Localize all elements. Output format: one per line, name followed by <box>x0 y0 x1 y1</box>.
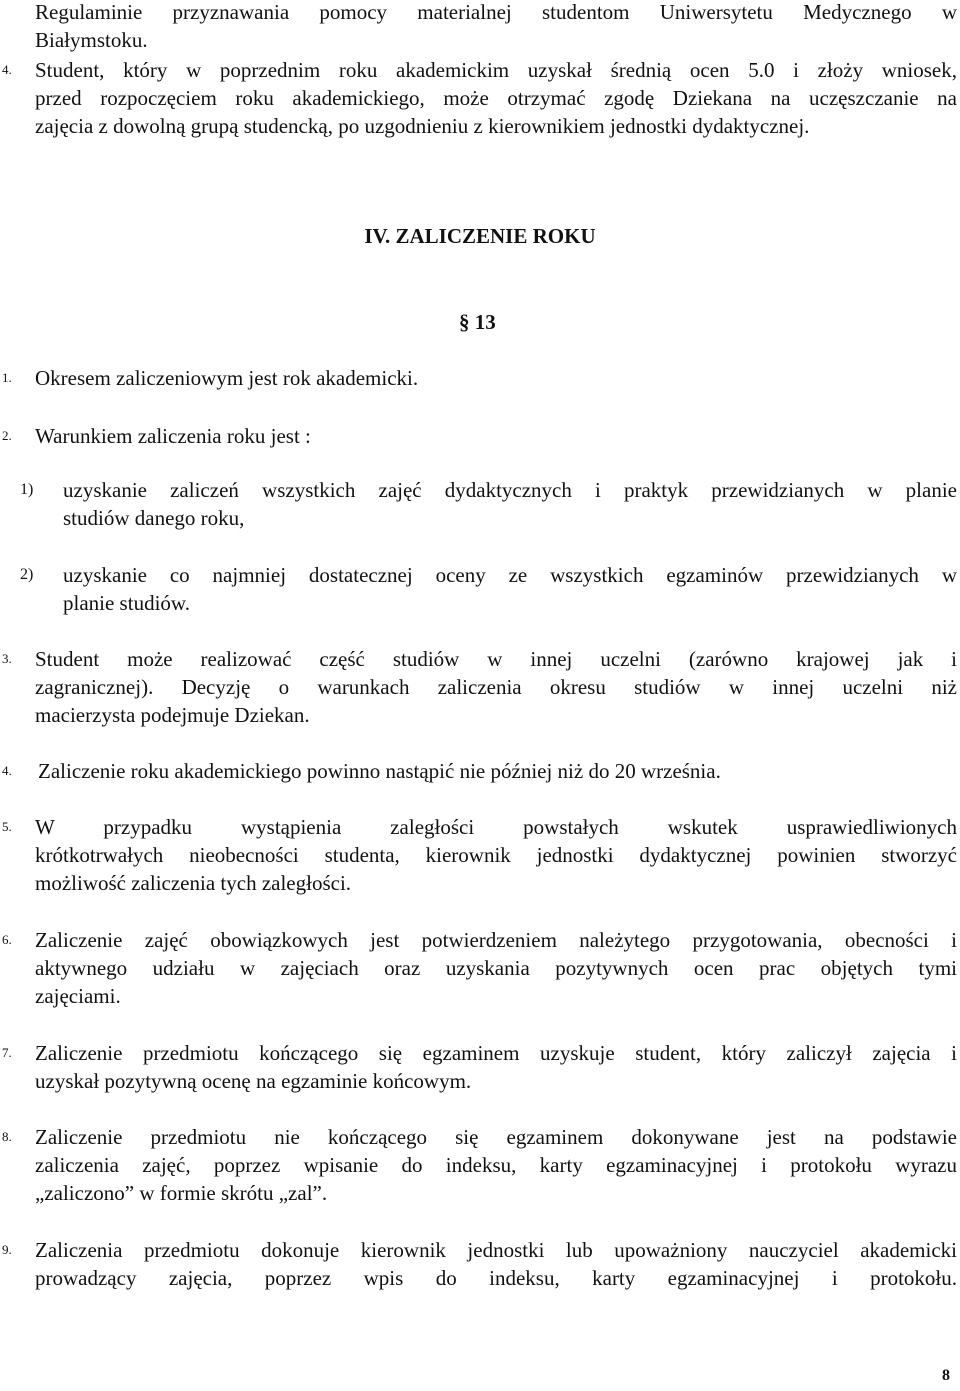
item-5-line-3: możliwość zaliczenia tych zaległości. <box>35 871 352 895</box>
item-7-number: 7. <box>2 1045 12 1060</box>
intro-line-1: Regulaminie przyznawania pomocy materialnej studentom Uniwersytetu Medycznego w <box>35 0 957 24</box>
subitem-1-line-2: studiów danego roku, <box>63 506 245 530</box>
prev-item-4-line-1: Student, który w poprzednim roku akademickim uzyskał średnią ocen 5.0 i złoży wniosek, <box>35 58 957 82</box>
item-4-number: 4. <box>2 763 12 778</box>
item-3-line-3: macierzysta podejmuje Dziekan. <box>35 703 310 727</box>
section-heading: IV. ZALICZENIE ROKU <box>364 224 596 248</box>
item-8-number: 8. <box>2 1129 12 1144</box>
item-5-line-1: W przypadku wystąpienia zaległości powstałych wskutek usprawiedliwionych <box>35 815 957 839</box>
item-7-line-2: uzyskał pozytywną ocenę na egzaminie końcowym. <box>35 1069 472 1093</box>
item-9-line-1: Zaliczenia przedmiotu dokonuje kierownik jednostki lub upoważniony nauczyciel akademicki <box>35 1238 957 1262</box>
subitem-1-line-1: uzyskanie zaliczeń wszystkich zajęć dydaktycznych i praktyk przewidzianych w planie <box>63 478 957 502</box>
item-2-number: 2. <box>2 428 12 443</box>
subitem-1-number: 1) <box>20 481 34 498</box>
prev-item-4-number: 4. <box>2 62 12 77</box>
item-8-line-2: zaliczenia zajęć, poprzez wpisanie do indeksu, karty egzaminacyjnej i protokołu wyrazu <box>35 1153 957 1177</box>
item-4-line-1: Zaliczenie roku akademickiego powinno nastąpić nie później niż do 20 września. <box>38 759 721 783</box>
item-8-line-1: Zaliczenie przedmiotu nie kończącego się egzaminem dokonywane jest na podstawie <box>35 1125 957 1149</box>
item-9-line-2: prowadzący zajęcia, poprzez wpis do indeksu, karty egzaminacyjnej i protokołu. <box>35 1266 957 1290</box>
item-5-number: 5. <box>2 819 12 834</box>
item-3-line-1: Student może realizować część studiów w innej uczelni (zarówno krajowej jak i <box>35 647 957 671</box>
subitem-2-number: 2) <box>20 566 34 583</box>
item-7-line-1: Zaliczenie przedmiotu kończącego się egzaminem uzyskuje student, który zaliczył zajęcia i <box>35 1041 957 1065</box>
intro-line-2: Białymstoku. <box>35 28 148 52</box>
subitem-2-line-2: planie studiów. <box>63 591 190 615</box>
item-3-number: 3. <box>2 651 12 666</box>
item-6-line-1: Zaliczenie zajęć obowiązkowych jest potwierdzeniem należytego przygotowania, obecności i <box>35 928 957 952</box>
item-9-number: 9. <box>2 1242 12 1257</box>
subitem-2-line-1: uzyskanie co najmniej dostatecznej oceny ze wszystkich egzaminów przewidzianych w <box>63 563 957 587</box>
item-8-line-3: „zaliczono” w formie skrótu „zal”. <box>35 1181 328 1205</box>
paragraph-mark: § 13 <box>459 310 496 334</box>
item-6-line-2: aktywnego udziału w zajęciach oraz uzyskania pozytywnych ocen prac objętych tymi <box>35 956 957 980</box>
page-number: 8 <box>942 1367 950 1384</box>
item-6-line-3: zajęciami. <box>35 984 121 1008</box>
item-5-line-2: krótkotrwałych nieobecności studenta, kierownik jednostki dydaktycznej powinien stworzyć <box>35 843 957 867</box>
item-3-line-2: zagranicznej). Decyzję o warunkach zaliczenia okresu studiów w innej uczelni niż <box>35 675 957 699</box>
prev-item-4-line-3: zajęcia z dowolną grupą studencką, po uzgodnieniu z kierownikiem jednostki dydaktycznej. <box>35 114 810 138</box>
item-2-line-1: Warunkiem zaliczenia roku jest : <box>35 424 311 448</box>
item-1-number: 1. <box>2 370 12 385</box>
item-6-number: 6. <box>2 932 12 947</box>
item-1-line-1: Okresem zaliczeniowym jest rok akademicki. <box>35 366 419 390</box>
prev-item-4-line-2: przed rozpoczęciem roku akademickiego, może otrzymać zgodę Dziekana na uczęszczanie na <box>35 86 957 110</box>
